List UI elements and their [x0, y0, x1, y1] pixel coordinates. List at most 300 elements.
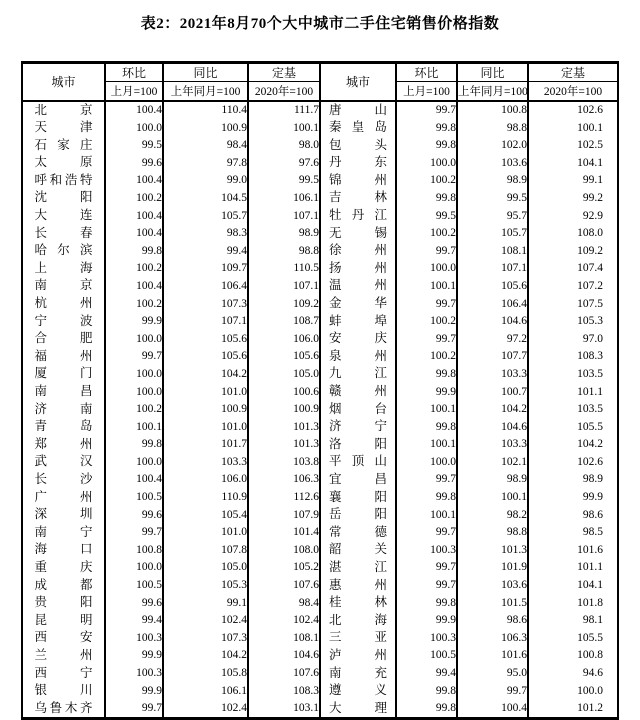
- fixed-cell-left: 98.8: [248, 242, 320, 260]
- fixed-cell-left: 108.7: [248, 313, 320, 331]
- fixed-cell-left: 98.9: [248, 225, 320, 243]
- mom-cell-right: 99.7: [396, 242, 457, 260]
- fixed-cell-left: 106.3: [248, 471, 320, 489]
- city-cell-left: [22, 594, 105, 612]
- city-cell-right: [320, 119, 396, 137]
- yoy-cell-left: 107.1: [163, 313, 248, 331]
- fixed-cell-left: 101.3: [248, 436, 320, 454]
- fixed-cell-right: 105.3: [528, 313, 618, 331]
- yoy-cell-left: 104.2: [163, 647, 248, 665]
- mom-cell-right: 100.2: [396, 348, 457, 366]
- city-name: 安庆: [329, 331, 387, 346]
- city-cell-left: [22, 506, 105, 524]
- city-name: 遵义: [329, 683, 387, 698]
- yoy-cell-right: 106.4: [457, 295, 528, 313]
- fixed-cell-right: 100.1: [528, 119, 618, 137]
- mom-cell-right: 99.8: [396, 682, 457, 700]
- city-cell-left: [22, 277, 105, 295]
- mom-cell-left: 99.8: [105, 436, 163, 454]
- fixed-cell-right: 97.0: [528, 330, 618, 348]
- mom-cell-left: 100.4: [105, 225, 163, 243]
- fixed-cell-left: 107.6: [248, 665, 320, 683]
- mom-cell-right: 100.3: [396, 629, 457, 647]
- mom-cell-left: 100.1: [105, 418, 163, 436]
- city-cell-right: [320, 207, 396, 225]
- city-cell-left: [22, 225, 105, 243]
- city-cell-left: [22, 330, 105, 348]
- yoy-cell-right: 105.7: [457, 225, 528, 243]
- city-cell-left: [22, 524, 105, 542]
- fixed-cell-right: 98.9: [528, 471, 618, 489]
- yoy-cell-left: 107.3: [163, 295, 248, 313]
- fixed-cell-right: 103.5: [528, 365, 618, 383]
- yoy-cell-right: 101.9: [457, 559, 528, 577]
- city-name: 锦州: [329, 172, 387, 187]
- city-cell-left: [22, 559, 105, 577]
- fixed-cell-right: 104.1: [528, 577, 618, 595]
- fixed-cell-left: 111.7: [248, 101, 320, 120]
- city-name: 丹东: [329, 155, 387, 170]
- city-name: 桂林: [329, 595, 387, 610]
- fixed-cell-left: 98.4: [248, 594, 320, 612]
- mom-cell-left: 99.9: [105, 313, 163, 331]
- city-cell-right: [320, 559, 396, 577]
- table-row: [22, 154, 618, 172]
- city-cell-left: [22, 577, 105, 595]
- city-cell-left: [22, 418, 105, 436]
- header-yoy-right: 同比: [457, 63, 528, 82]
- fixed-cell-right: 101.1: [528, 383, 618, 401]
- city-name: 深圳: [34, 507, 93, 522]
- yoy-cell-left: 102.4: [163, 700, 248, 719]
- mom-cell-right: 99.8: [396, 594, 457, 612]
- mom-cell-right: 99.9: [396, 612, 457, 630]
- table-title: 表2：2021年8月70个大中城市二手住宅销售价格指数: [140, 16, 500, 32]
- mom-cell-right: 99.7: [396, 295, 457, 313]
- yoy-cell-left: 106.4: [163, 277, 248, 295]
- yoy-cell-right: 104.2: [457, 401, 528, 419]
- fixed-cell-right: 101.2: [528, 700, 618, 719]
- mom-cell-left: 99.6: [105, 154, 163, 172]
- city-name: 韶关: [329, 542, 387, 557]
- yoy-cell-left: 101.0: [163, 383, 248, 401]
- mom-cell-left: 100.5: [105, 489, 163, 507]
- table-row: [22, 524, 618, 542]
- city-cell-right: [320, 401, 396, 419]
- yoy-cell-right: 103.3: [457, 365, 528, 383]
- yoy-cell-left: 99.4: [163, 242, 248, 260]
- mom-cell-right: 99.8: [396, 700, 457, 719]
- yoy-cell-left: 105.0: [163, 559, 248, 577]
- yoy-cell-left: 98.3: [163, 225, 248, 243]
- table-row: [22, 401, 618, 419]
- mom-cell-left: 99.7: [105, 524, 163, 542]
- fixed-cell-left: 100.6: [248, 383, 320, 401]
- city-name: 湛江: [329, 559, 387, 574]
- mom-cell-right: 100.0: [396, 453, 457, 471]
- fixed-cell-left: 105.0: [248, 365, 320, 383]
- yoy-cell-right: 106.3: [457, 629, 528, 647]
- yoy-cell-left: 104.2: [163, 365, 248, 383]
- fixed-cell-right: 108.3: [528, 348, 618, 366]
- mom-cell-left: 100.3: [105, 665, 163, 683]
- city-name: 扬州: [329, 260, 387, 275]
- fixed-cell-left: 109.2: [248, 295, 320, 313]
- yoy-cell-left: 110.9: [163, 489, 248, 507]
- mom-cell-right: 99.8: [396, 418, 457, 436]
- table-row: [22, 225, 618, 243]
- mom-cell-left: 100.8: [105, 541, 163, 559]
- city-name: 乌鲁木齐: [34, 700, 93, 715]
- city-name: 兰州: [34, 647, 93, 662]
- mom-cell-left: 100.0: [105, 559, 163, 577]
- city-cell-left: [22, 207, 105, 225]
- city-cell-right: [320, 154, 396, 172]
- fixed-cell-right: 98.1: [528, 612, 618, 630]
- yoy-cell-right: 103.6: [457, 577, 528, 595]
- yoy-cell-left: 99.0: [163, 172, 248, 190]
- table-row: [22, 577, 618, 595]
- mom-cell-right: 100.3: [396, 541, 457, 559]
- mom-cell-left: 100.0: [105, 330, 163, 348]
- mom-cell-left: 100.2: [105, 189, 163, 207]
- mom-cell-left: 100.0: [105, 365, 163, 383]
- yoy-cell-right: 100.8: [457, 101, 528, 120]
- yoy-cell-left: 106.1: [163, 682, 248, 700]
- fixed-cell-left: 112.6: [248, 489, 320, 507]
- yoy-cell-left: 106.0: [163, 471, 248, 489]
- yoy-cell-right: 98.9: [457, 172, 528, 190]
- city-name: 牡丹江: [329, 208, 387, 223]
- city-name: 北京: [34, 102, 93, 117]
- yoy-cell-right: 99.5: [457, 189, 528, 207]
- city-cell-right: [320, 295, 396, 313]
- yoy-cell-right: 103.6: [457, 154, 528, 172]
- fixed-cell-right: 105.5: [528, 418, 618, 436]
- fixed-cell-left: 99.5: [248, 172, 320, 190]
- city-cell-right: [320, 647, 396, 665]
- mom-cell-right: 100.2: [396, 225, 457, 243]
- table-row: [22, 119, 618, 137]
- yoy-cell-right: 101.6: [457, 647, 528, 665]
- table-row: [22, 277, 618, 295]
- yoy-cell-right: 101.3: [457, 541, 528, 559]
- fixed-cell-right: 107.4: [528, 260, 618, 278]
- table-row: [22, 295, 618, 313]
- fixed-cell-left: 100.1: [248, 119, 320, 137]
- header-city-right: 城市: [320, 63, 396, 101]
- mom-cell-left: 100.4: [105, 277, 163, 295]
- table-row: [22, 647, 618, 665]
- mom-cell-right: 100.1: [396, 506, 457, 524]
- mom-cell-right: 99.5: [396, 207, 457, 225]
- fixed-cell-right: 99.2: [528, 189, 618, 207]
- city-name: 三亚: [329, 630, 387, 645]
- yoy-cell-right: 101.5: [457, 594, 528, 612]
- fixed-cell-left: 105.6: [248, 348, 320, 366]
- yoy-cell-left: 105.6: [163, 348, 248, 366]
- table-row: [22, 101, 618, 120]
- header-mom-base-right: 上月=100: [396, 82, 457, 101]
- table-row: [22, 242, 618, 260]
- city-name: 海口: [34, 542, 93, 557]
- fixed-cell-right: 104.2: [528, 436, 618, 454]
- city-name: 太原: [34, 155, 93, 170]
- yoy-cell-right: 102.0: [457, 137, 528, 155]
- mom-cell-left: 100.0: [105, 119, 163, 137]
- city-cell-left: [22, 682, 105, 700]
- city-cell-left: [22, 401, 105, 419]
- mom-cell-right: 100.0: [396, 260, 457, 278]
- city-name: 长春: [34, 225, 93, 240]
- yoy-cell-right: 108.1: [457, 242, 528, 260]
- fixed-cell-left: 107.1: [248, 277, 320, 295]
- yoy-cell-right: 98.2: [457, 506, 528, 524]
- city-cell-right: [320, 524, 396, 542]
- table-row: [22, 682, 618, 700]
- table-row: [22, 207, 618, 225]
- mom-cell-left: 100.0: [105, 453, 163, 471]
- fixed-cell-left: 98.0: [248, 137, 320, 155]
- fixed-cell-right: 99.1: [528, 172, 618, 190]
- mom-cell-left: 100.4: [105, 172, 163, 190]
- city-name: 温州: [329, 278, 387, 293]
- mom-cell-right: 100.2: [396, 313, 457, 331]
- yoy-cell-left: 99.1: [163, 594, 248, 612]
- fixed-cell-left: 103.8: [248, 453, 320, 471]
- city-name: 秦皇岛: [329, 120, 387, 135]
- city-cell-right: [320, 330, 396, 348]
- mom-cell-right: 99.7: [396, 101, 457, 120]
- table-row: [22, 189, 618, 207]
- mom-cell-left: 99.6: [105, 506, 163, 524]
- mom-cell-left: 100.5: [105, 577, 163, 595]
- fixed-cell-right: 105.5: [528, 629, 618, 647]
- yoy-cell-left: 100.9: [163, 401, 248, 419]
- yoy-cell-right: 107.7: [457, 348, 528, 366]
- city-cell-left: [22, 348, 105, 366]
- city-cell-left: [22, 612, 105, 630]
- city-cell-right: [320, 383, 396, 401]
- city-cell-right: [320, 471, 396, 489]
- city-name: 昆明: [34, 612, 93, 627]
- city-name: 天津: [34, 120, 93, 135]
- city-cell-right: [320, 137, 396, 155]
- mom-cell-left: 100.2: [105, 260, 163, 278]
- mom-cell-right: 99.8: [396, 489, 457, 507]
- header-fixed-left: 定基: [248, 63, 320, 82]
- city-cell-left: [22, 629, 105, 647]
- city-name: 岳阳: [329, 507, 387, 522]
- yoy-cell-left: 102.4: [163, 612, 248, 630]
- city-name: 西安: [34, 630, 93, 645]
- city-cell-left: [22, 313, 105, 331]
- city-name: 惠州: [329, 577, 387, 592]
- city-name: 金华: [329, 296, 387, 311]
- yoy-cell-left: 103.3: [163, 453, 248, 471]
- mom-cell-left: 99.7: [105, 348, 163, 366]
- city-cell-right: [320, 506, 396, 524]
- city-cell-right: [320, 313, 396, 331]
- city-name: 重庆: [34, 559, 93, 574]
- header-city-left: 城市: [22, 63, 105, 101]
- table-row: [22, 506, 618, 524]
- city-cell-right: [320, 541, 396, 559]
- city-cell-left: [22, 436, 105, 454]
- city-cell-right: [320, 682, 396, 700]
- yoy-cell-left: 100.9: [163, 119, 248, 137]
- city-name: 青岛: [34, 419, 93, 434]
- city-name: 吉林: [329, 190, 387, 205]
- mom-cell-left: 99.5: [105, 137, 163, 155]
- fixed-cell-right: 99.9: [528, 489, 618, 507]
- city-name: 厦门: [34, 366, 93, 381]
- mom-cell-left: 100.4: [105, 101, 163, 120]
- city-name: 大连: [34, 208, 93, 223]
- mom-cell-right: 99.7: [396, 524, 457, 542]
- city-cell-left: [22, 101, 105, 120]
- header-yoy-base-right: 上年同月=100: [457, 82, 528, 101]
- fixed-cell-right: 94.6: [528, 665, 618, 683]
- yoy-cell-left: 105.6: [163, 330, 248, 348]
- city-cell-right: [320, 172, 396, 190]
- city-cell-right: [320, 189, 396, 207]
- city-cell-right: [320, 489, 396, 507]
- header-row-main: [22, 63, 618, 82]
- yoy-cell-right: 100.1: [457, 489, 528, 507]
- mom-cell-left: 100.0: [105, 383, 163, 401]
- city-name: 武汉: [34, 454, 93, 469]
- yoy-cell-left: 105.8: [163, 665, 248, 683]
- table-row: [22, 665, 618, 683]
- mom-cell-left: 99.8: [105, 242, 163, 260]
- fixed-cell-right: 98.5: [528, 524, 618, 542]
- table-row: [22, 260, 618, 278]
- fixed-cell-left: 107.1: [248, 207, 320, 225]
- city-cell-left: [22, 242, 105, 260]
- yoy-cell-right: 97.2: [457, 330, 528, 348]
- city-cell-left: [22, 119, 105, 137]
- yoy-cell-left: 98.4: [163, 137, 248, 155]
- yoy-cell-right: 104.6: [457, 313, 528, 331]
- mom-cell-right: 99.8: [396, 189, 457, 207]
- mom-cell-right: 99.9: [396, 383, 457, 401]
- table-row: [22, 453, 618, 471]
- header-fixed-base-right: 2020年=100: [528, 82, 618, 101]
- mom-cell-left: 99.7: [105, 700, 163, 719]
- city-cell-left: [22, 172, 105, 190]
- city-name: 哈尔滨: [34, 243, 93, 258]
- city-cell-right: [320, 577, 396, 595]
- fixed-cell-right: 101.6: [528, 541, 618, 559]
- fixed-cell-left: 106.0: [248, 330, 320, 348]
- city-cell-right: [320, 242, 396, 260]
- city-cell-right: [320, 101, 396, 120]
- yoy-cell-left: 101.7: [163, 436, 248, 454]
- city-name: 蚌埠: [329, 313, 387, 328]
- yoy-cell-right: 98.9: [457, 471, 528, 489]
- city-name: 贵阳: [34, 595, 93, 610]
- yoy-cell-left: 107.3: [163, 629, 248, 647]
- city-name: 九江: [329, 366, 387, 381]
- city-cell-right: [320, 453, 396, 471]
- fixed-cell-right: 102.5: [528, 137, 618, 155]
- city-name: 南充: [329, 665, 387, 680]
- fixed-cell-left: 104.6: [248, 647, 320, 665]
- city-name: 广州: [34, 489, 93, 504]
- table-row: [22, 612, 618, 630]
- city-name: 西宁: [34, 665, 93, 680]
- city-name: 洛阳: [329, 436, 387, 451]
- fixed-cell-right: 104.1: [528, 154, 618, 172]
- city-name: 银川: [34, 683, 93, 698]
- city-name: 宁波: [34, 313, 93, 328]
- fixed-cell-left: 101.3: [248, 418, 320, 436]
- city-name: 南京: [34, 278, 93, 293]
- header-mom-base-left: 上月=100: [105, 82, 163, 101]
- fixed-cell-right: 108.0: [528, 225, 618, 243]
- city-cell-left: [22, 189, 105, 207]
- city-cell-right: [320, 260, 396, 278]
- city-name: 宜昌: [329, 471, 387, 486]
- table-row: [22, 489, 618, 507]
- city-cell-right: [320, 436, 396, 454]
- header-fixed-right: 定基: [528, 63, 618, 82]
- mom-cell-left: 99.4: [105, 612, 163, 630]
- yoy-cell-left: 101.0: [163, 418, 248, 436]
- city-cell-left: [22, 383, 105, 401]
- table-row: [22, 418, 618, 436]
- yoy-cell-left: 105.3: [163, 577, 248, 595]
- city-name: 无锡: [329, 225, 387, 240]
- table-body: [22, 101, 618, 719]
- city-cell-left: [22, 154, 105, 172]
- fixed-cell-left: 110.5: [248, 260, 320, 278]
- city-cell-right: [320, 225, 396, 243]
- table-row: [22, 629, 618, 647]
- mom-cell-left: 99.6: [105, 594, 163, 612]
- city-name: 常德: [329, 524, 387, 539]
- table-row: [22, 541, 618, 559]
- mom-cell-right: 100.5: [396, 647, 457, 665]
- yoy-cell-left: 107.8: [163, 541, 248, 559]
- mom-cell-right: 100.1: [396, 277, 457, 295]
- table-row: [22, 365, 618, 383]
- city-name: 包头: [329, 137, 387, 152]
- city-name: 石家庄: [34, 137, 93, 152]
- mom-cell-left: 100.3: [105, 629, 163, 647]
- city-cell-right: [320, 594, 396, 612]
- yoy-cell-left: 97.8: [163, 154, 248, 172]
- city-name: 上海: [34, 260, 93, 275]
- city-name: 成都: [34, 577, 93, 592]
- city-name: 长沙: [34, 471, 93, 486]
- city-cell-left: [22, 295, 105, 313]
- fixed-cell-left: 103.1: [248, 700, 320, 719]
- city-name: 烟台: [329, 401, 387, 416]
- city-cell-right: [320, 365, 396, 383]
- mom-cell-right: 100.0: [396, 154, 457, 172]
- city-cell-left: [22, 260, 105, 278]
- table-row: [22, 348, 618, 366]
- mom-cell-left: 99.9: [105, 647, 163, 665]
- mom-cell-left: 99.9: [105, 682, 163, 700]
- city-name: 襄阳: [329, 489, 387, 504]
- city-cell-left: [22, 700, 105, 719]
- city-name: 福州: [34, 348, 93, 363]
- city-cell-left: [22, 489, 105, 507]
- fixed-cell-left: 105.2: [248, 559, 320, 577]
